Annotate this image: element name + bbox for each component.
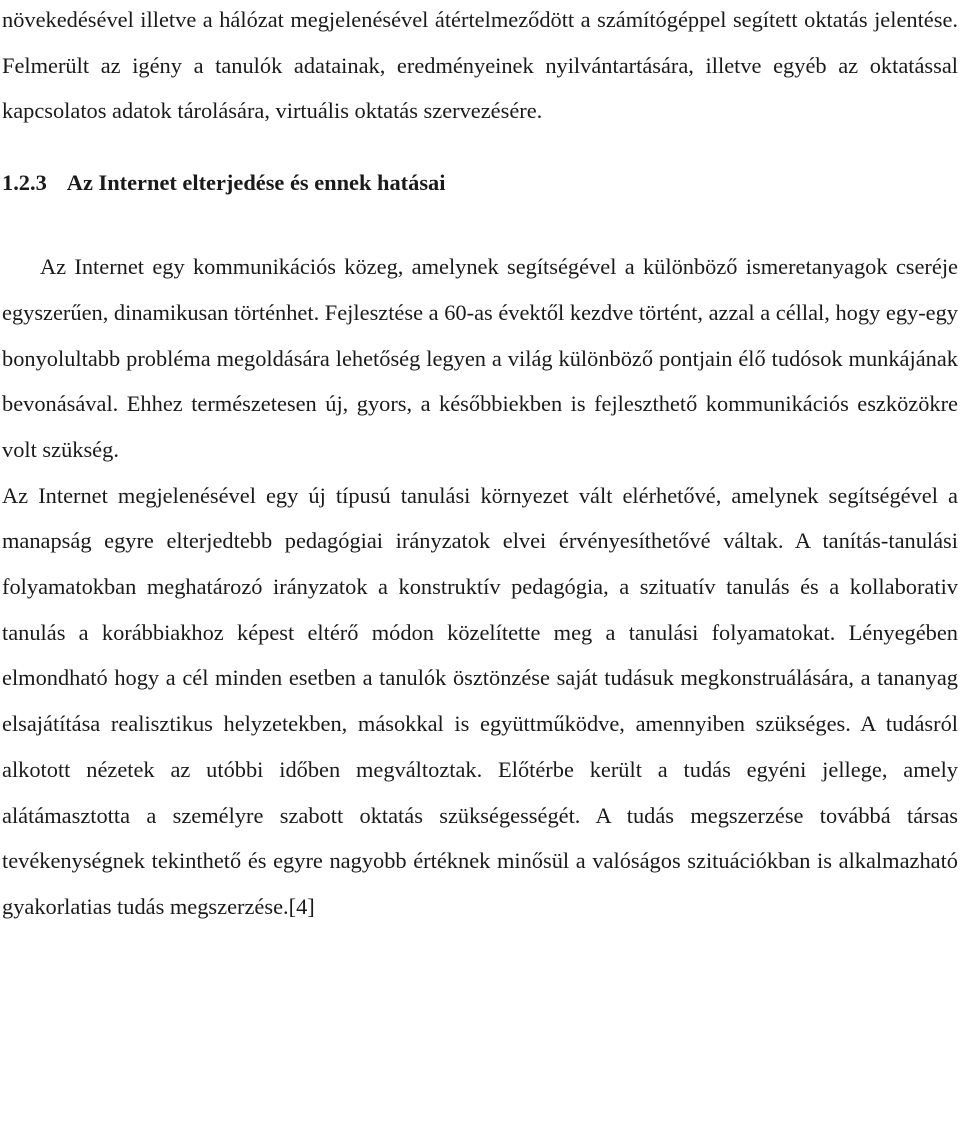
section-title: Az Internet elterjedése és ennek hatásai	[66, 170, 446, 196]
body-paragraph-1: Az Internet egy kommunikációs közeg, amelynek segítségével a különböző ismeretanyagok cseréje egyszerűen, dinamikusan történhet. Fejlesztése a 60-as évektől kezdve történt, azzal a céllal, hogy egy-egy bonyolultabb probléma megoldására lehetőség legyen a világ különböző pontjain élő tudósok munkájának bevonásával. Ehhez természetesen új, gyors, a későbbiekben is fejleszthető kommunikációs eszközökre volt szükség.	[2, 254, 958, 462]
section-number: 1.2.3	[2, 170, 47, 196]
body-paragraph-2: Az Internet megjelenésével egy új típusú tanulási környezet vált elérhetővé, amelynek segítségével a manapság egyre elterjedtebb pedagógiai irányzatok elvei érvényesíthetővé váltak. A tanítás-tanulási folyamatokban meghatározó irányzatok a konstruktív pedagógia, a szituatív tanulás és a kollaborativ tanulás a korábbiakhoz képest eltérő módon közelítette meg a tanulási folyamatokat. Lényegében elmondható hogy a cél minden esetben a tanulók ösztönzése saját tudásuk megkonstruálására, a tananyag elsajátítása realisztikus helyzetekben, másokkal is együttműködve, amennyiben szükséges. A tudásról alkotott nézetek az utóbbi időben megváltoztak. Előtérbe került a tudás egyéni jellege, amely alátámasztotta a személyre szabott oktatás szükségességét. A tudás megszerzése továbbá társas tevékenységnek tekinthető és egyre nagyobb értéknek minősül a valóságos szituációkban is alkalmazható gyakorlatias tudás megszerzése.[4]	[2, 482, 958, 919]
document-page	[2, 0, 958, 930]
intro-paragraph: növekedésével illetve a hálózat megjelenésével átértelmeződött a számítógéppel segített oktatás jelentése. Felmerült az igény a tanulók adatainak, eredményeinek nyilvántartására, illetve egyéb az oktatással kapcsolatos adatok tárolására, virtuális oktatás szervezésére.	[2, 7, 958, 124]
section-heading	[2, 168, 958, 198]
